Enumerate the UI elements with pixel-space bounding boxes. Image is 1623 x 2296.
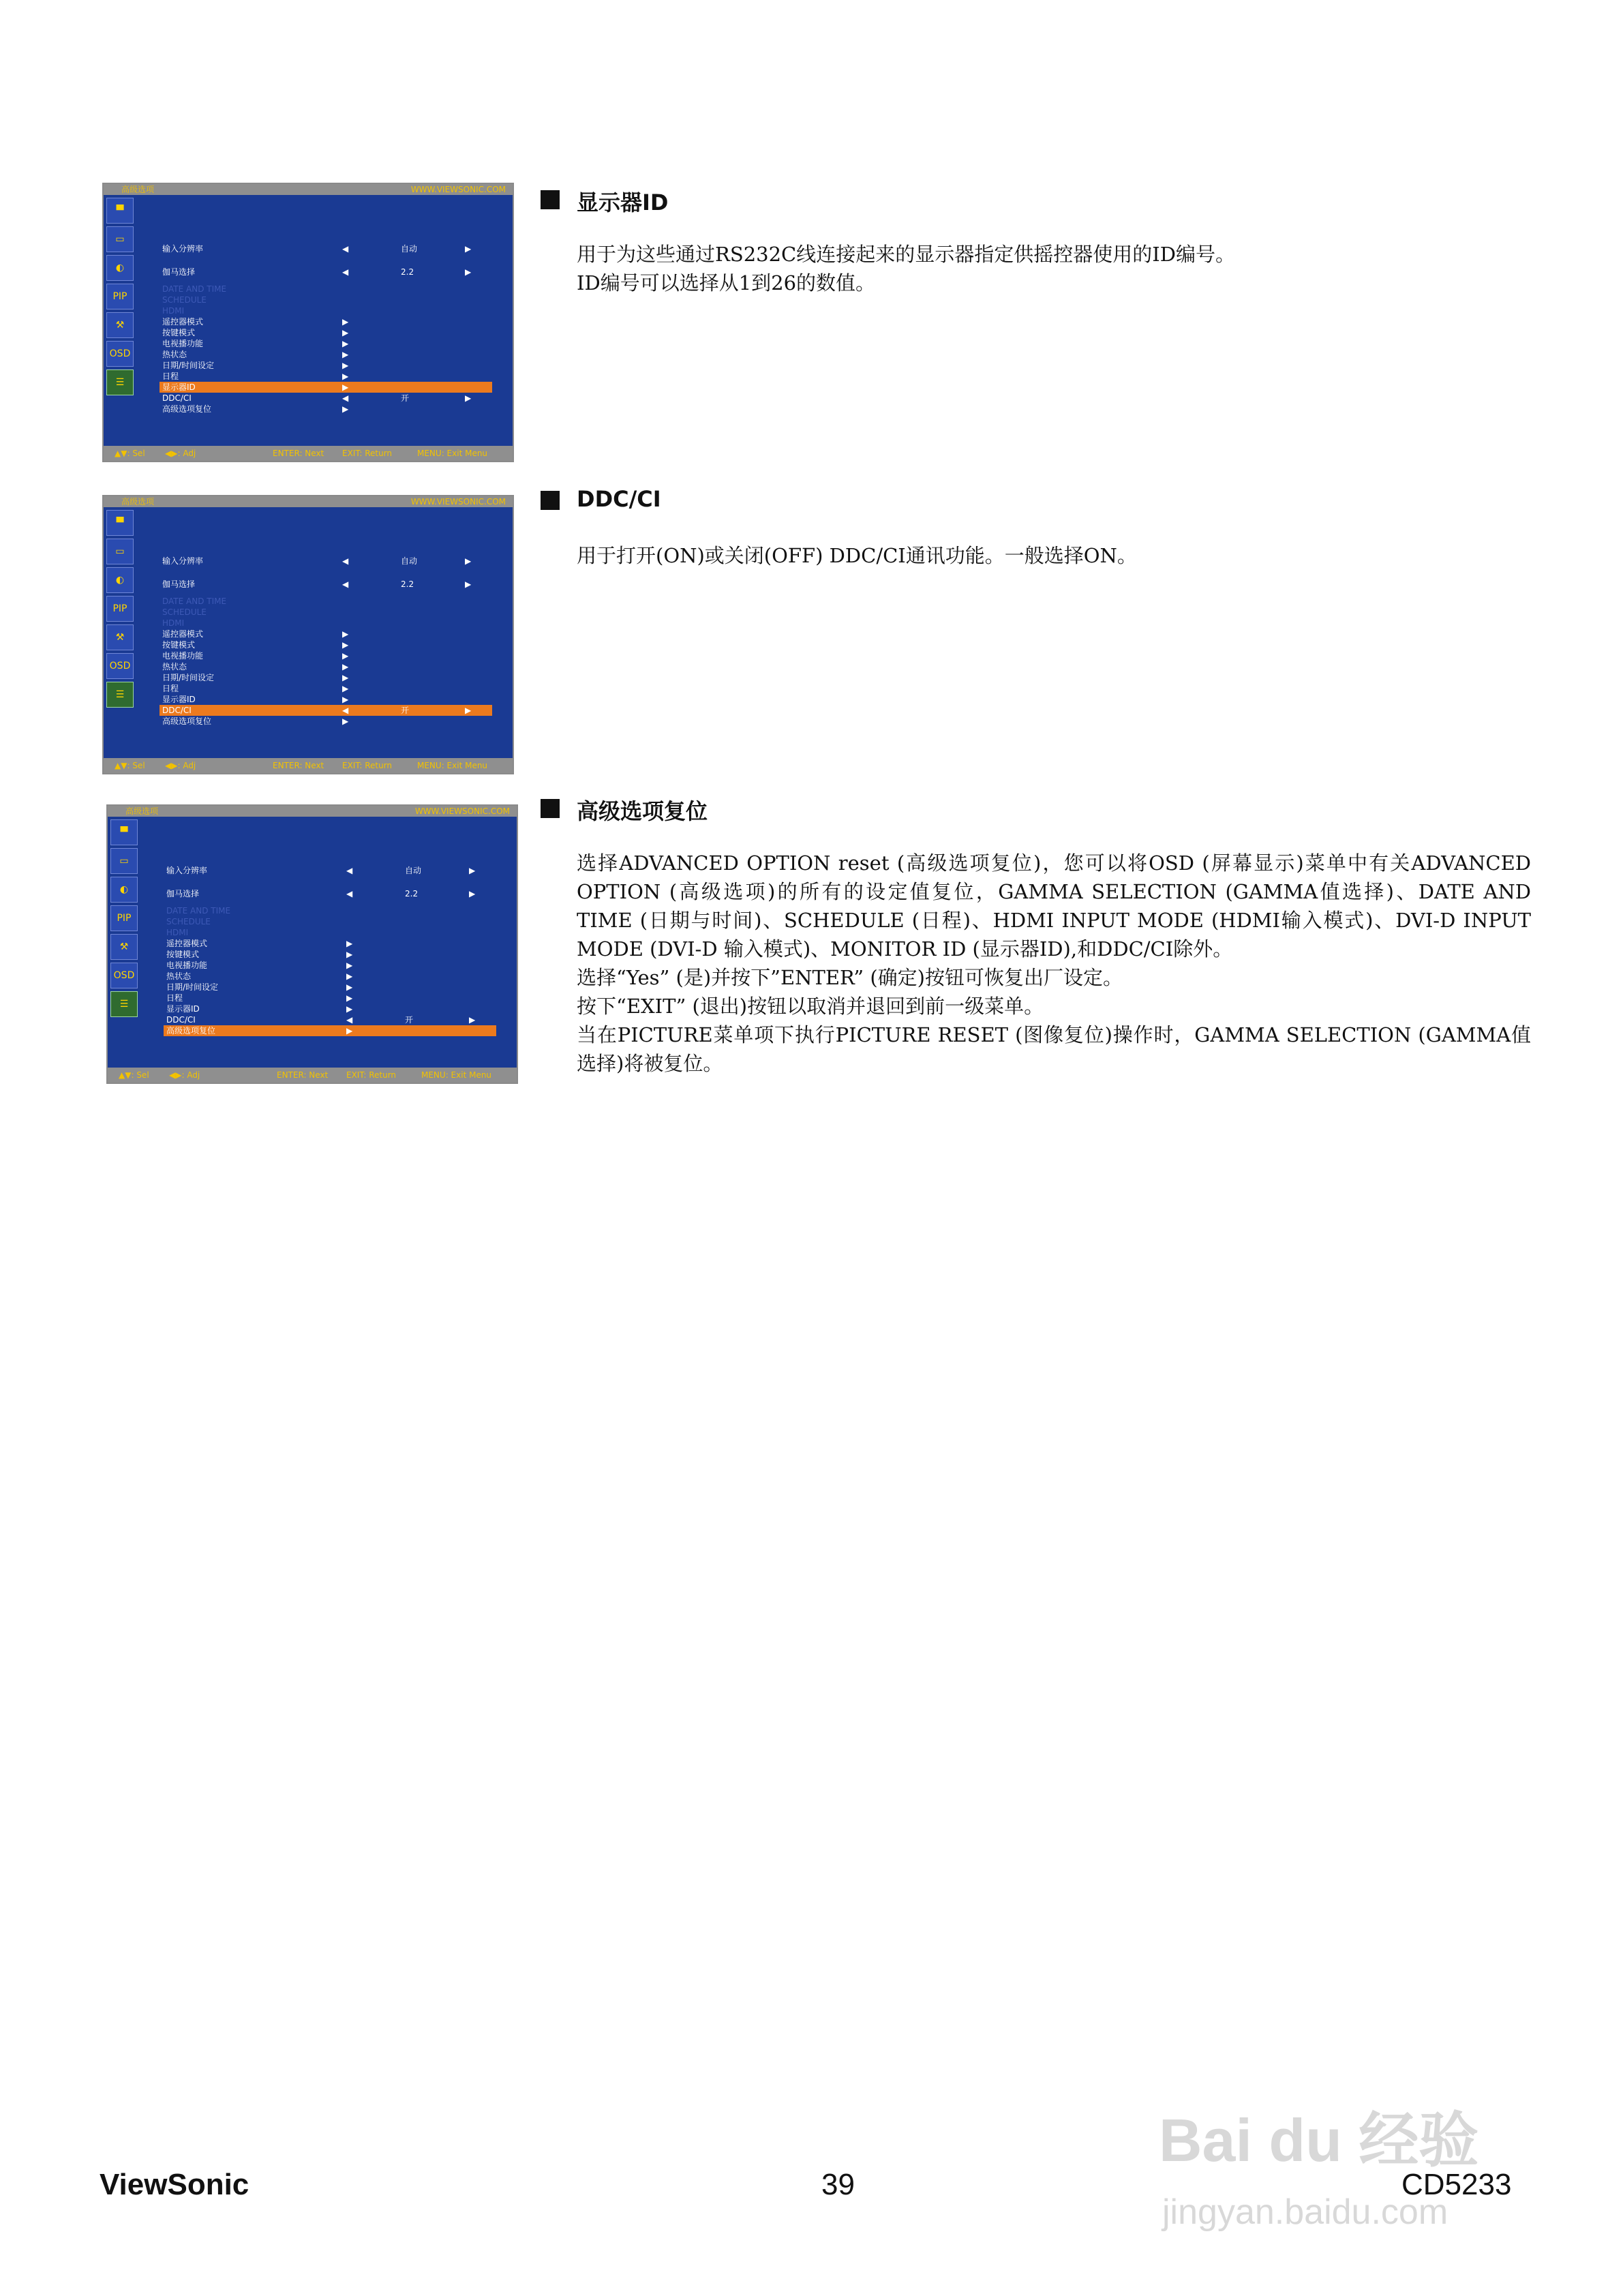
osd-row-label: DDC/CI xyxy=(162,393,192,403)
osd-row-label: 遥控器模式 xyxy=(162,317,204,327)
arrow-right-icon[interactable]: ▶ xyxy=(346,993,353,1003)
osd-sidebar xyxy=(108,817,140,1066)
arrow-right-icon[interactable]: ▶ xyxy=(342,651,349,661)
osd-row-label: 电视播功能 xyxy=(162,339,204,348)
osd-row-label: DATE AND TIME xyxy=(162,596,227,606)
osd-pip-icon[interactable]: PIP xyxy=(106,284,134,309)
section-heading-monitor-id: 显示器ID xyxy=(577,190,669,215)
osd-osd-icon[interactable]: OSD xyxy=(106,653,134,679)
arrow-right-icon[interactable]: ▶ xyxy=(342,640,349,650)
osd-title: 高级选项 xyxy=(125,806,159,816)
osd-menu-row[interactable] xyxy=(160,573,492,596)
paragraph: 用于打开(ON)或关闭(OFF) DDC/CI通讯功能。一般选择ON。 xyxy=(577,544,1137,567)
osd-tuning-icon[interactable]: ◐ xyxy=(110,877,138,903)
osd-title-bar xyxy=(108,806,517,817)
osd-row-value: 2.2 xyxy=(401,579,414,589)
arrow-right-icon[interactable]: ▶ xyxy=(342,350,349,359)
osd-row-label: 热状态 xyxy=(162,662,187,671)
arrow-left-icon[interactable]: ◀ xyxy=(342,556,349,566)
osd-screen-icon[interactable]: ▭ xyxy=(106,539,134,564)
osd-menu-row[interactable] xyxy=(160,360,492,371)
osd-menu-row[interactable] xyxy=(160,284,492,294)
osd-row-value: 自动 xyxy=(405,866,422,875)
osd-menu-row[interactable] xyxy=(160,549,492,573)
osd-hint-next: ENTER: Next xyxy=(273,449,324,458)
osd-menu-row[interactable] xyxy=(160,618,492,629)
paragraph: 用于为这些通过RS232C线连接起来的显示器指定供摇控器使用的ID编号。 xyxy=(577,243,1235,266)
osd-menu-row[interactable] xyxy=(160,338,492,349)
osd-row-label: DATE AND TIME xyxy=(162,284,227,294)
osd-row-label: DATE AND TIME xyxy=(166,906,231,916)
osd-sidebar xyxy=(104,507,136,757)
osd-row-value: 自动 xyxy=(401,244,418,254)
arrow-right-icon[interactable]: ▶ xyxy=(346,950,353,959)
arrow-right-icon[interactable]: ▶ xyxy=(342,716,349,726)
osd-menu-icon[interactable]: ☰ xyxy=(106,369,134,395)
osd-menu-row[interactable] xyxy=(160,316,492,327)
osd-menu-row[interactable] xyxy=(160,716,492,727)
arrow-right-icon[interactable]: ▶ xyxy=(469,866,476,875)
osd-row-label: 显示器ID xyxy=(166,1004,200,1014)
section-heading-advanced-reset: 高级选项复位 xyxy=(577,798,708,824)
osd-screenshot-advanced-reset xyxy=(106,804,518,1084)
osd-menu-icon[interactable]: ☰ xyxy=(110,991,138,1017)
osd-row-label: 日程 xyxy=(162,684,179,693)
osd-row-value: 开 xyxy=(401,706,410,715)
bullet-square xyxy=(541,190,560,209)
osd-hint-adj: ◀▶: Adj xyxy=(165,761,196,770)
arrow-left-icon[interactable]: ◀ xyxy=(346,889,353,898)
osd-pip-icon[interactable]: PIP xyxy=(110,905,138,931)
arrow-right-icon[interactable]: ▶ xyxy=(346,971,353,981)
arrow-right-icon[interactable]: ▶ xyxy=(469,1015,476,1025)
osd-row-label: HDMI xyxy=(166,928,189,937)
osd-row-label: 按键模式 xyxy=(166,950,200,959)
arrow-right-icon[interactable]: ▶ xyxy=(465,706,472,715)
osd-menu-row[interactable] xyxy=(160,629,492,639)
osd-hint-sel: ▲▼: Sel xyxy=(115,761,145,770)
arrow-right-icon[interactable]: ▶ xyxy=(342,404,349,414)
arrow-right-icon[interactable]: ▶ xyxy=(342,339,349,348)
osd-hint-exit: MENU: Exit Menu xyxy=(417,761,488,770)
arrow-left-icon[interactable]: ◀ xyxy=(342,706,349,715)
osd-menu-row[interactable] xyxy=(160,705,492,716)
osd-hint-ret: EXIT: Return xyxy=(342,761,393,770)
arrow-right-icon[interactable]: ▶ xyxy=(342,629,349,639)
osd-tool-icon[interactable]: ⚒ xyxy=(106,312,134,338)
osd-row-label: 日程 xyxy=(166,993,183,1003)
arrow-right-icon[interactable]: ▶ xyxy=(346,939,353,948)
osd-menu-row[interactable] xyxy=(160,349,492,360)
baidu-watermark-logo: Bai du 经验 xyxy=(1159,2106,1479,2174)
osd-tuning-icon[interactable]: ◐ xyxy=(106,567,134,593)
osd-row-label: 输入分辨率 xyxy=(162,244,204,254)
osd-screenshot-ddc-ci xyxy=(102,495,514,774)
osd-row-label: 热状态 xyxy=(162,350,187,359)
footer-page-number: 39 xyxy=(821,2168,855,2201)
arrow-right-icon[interactable]: ▶ xyxy=(346,1026,353,1036)
osd-row-label: 显示器ID xyxy=(162,695,196,704)
arrow-left-icon[interactable]: ◀ xyxy=(346,866,353,875)
footer-model: CD5233 xyxy=(1401,2168,1512,2201)
osd-screen-icon[interactable]: ▭ xyxy=(106,226,134,252)
osd-row-label: 热状态 xyxy=(166,971,192,981)
osd-menu-row[interactable] xyxy=(160,404,492,414)
osd-row-label: 遥控器模式 xyxy=(166,939,208,948)
osd-pip-icon[interactable]: PIP xyxy=(106,596,134,622)
osd-screen-icon[interactable]: ▭ xyxy=(110,848,138,874)
osd-row-label: 伽马选择 xyxy=(162,267,196,277)
section-body-advanced-reset xyxy=(577,849,1531,1078)
osd-row-label: DDC/CI xyxy=(166,1015,196,1025)
paragraph: ID编号可以选择从1到26的数值。 xyxy=(577,271,876,294)
arrow-left-icon[interactable]: ◀ xyxy=(342,393,349,403)
osd-row-value: 自动 xyxy=(401,556,418,566)
osd-row-label: 伽马选择 xyxy=(162,579,196,589)
arrow-right-icon[interactable]: ▶ xyxy=(465,556,472,566)
osd-row-label: DDC/CI xyxy=(162,706,192,715)
osd-tool-icon[interactable]: ⚒ xyxy=(110,934,138,960)
osd-row-label: 高级选项复位 xyxy=(162,716,212,726)
osd-menu-row[interactable] xyxy=(160,639,492,650)
osd-menu-row[interactable] xyxy=(160,661,492,672)
osd-hint-bar xyxy=(108,1068,517,1083)
osd-menu-row[interactable] xyxy=(160,237,492,260)
arrow-right-icon[interactable]: ▶ xyxy=(465,579,472,589)
osd-row-label: 电视播功能 xyxy=(166,961,208,970)
osd-menu-row[interactable] xyxy=(160,294,492,305)
arrow-right-icon[interactable]: ▶ xyxy=(469,889,476,898)
osd-hint-next: ENTER: Next xyxy=(277,1070,329,1080)
osd-color-icon[interactable]: ▀ xyxy=(106,198,134,224)
osd-menu-row[interactable] xyxy=(160,371,492,382)
osd-osd-icon[interactable]: OSD xyxy=(106,341,134,367)
osd-row-value: 2.2 xyxy=(401,267,414,277)
arrow-right-icon[interactable]: ▶ xyxy=(346,982,353,992)
baidu-watermark-url: jingyan.baidu.com xyxy=(1162,2192,1448,2232)
section-body-ddc-ci xyxy=(577,541,1531,570)
osd-menu-row[interactable] xyxy=(164,882,496,905)
osd-osd-icon[interactable]: OSD xyxy=(110,963,138,988)
osd-menu-row[interactable] xyxy=(164,960,496,971)
arrow-right-icon[interactable]: ▶ xyxy=(342,328,349,337)
osd-row-label: 按键模式 xyxy=(162,328,196,337)
osd-row-label: 遥控器模式 xyxy=(162,629,204,639)
paragraph: 选择“Yes” (是)并按下”ENTER” (确定)按钮可恢复出厂设定。 xyxy=(577,966,1123,989)
osd-row-label: 按键模式 xyxy=(162,640,196,650)
osd-row-label: HDMI xyxy=(162,618,185,628)
osd-menu-row[interactable] xyxy=(160,607,492,618)
osd-hint-adj: ◀▶: Adj xyxy=(169,1070,200,1080)
osd-row-label: SCHEDULE xyxy=(162,295,207,305)
osd-menu-row[interactable] xyxy=(160,596,492,607)
osd-url: WWW.VIEWSONIC.COM xyxy=(410,497,506,507)
osd-row-label: SCHEDULE xyxy=(162,607,207,617)
osd-hint-exit: MENU: Exit Menu xyxy=(421,1070,492,1080)
osd-menu-rows xyxy=(160,549,492,727)
osd-row-label: 高级选项复位 xyxy=(162,404,212,414)
osd-menu-row[interactable] xyxy=(164,859,496,882)
osd-title-bar xyxy=(104,184,513,195)
arrow-right-icon[interactable]: ▶ xyxy=(342,372,349,381)
arrow-left-icon[interactable]: ◀ xyxy=(342,267,349,277)
paragraph: 按下“EXIT” (退出)按钮以取消并退回到前一级菜单。 xyxy=(577,995,1044,1018)
paragraph: 选择ADVANCED OPTION reset (高级选项复位)，您可以将OSD (屏幕显示)菜单中有关ADVANCED OPTION (高级选项)的所有的设定值复位，GAMMA SELECTION (GAMMA值选择)、DATE AND TIME (日期与时间)、SCHEDULE (日程)、HDMI INPUT MODE (HDMI输入模式)、DVI-D INPUT MODE (DVI-D 输入模式)、MONITOR ID (显示器ID),和DDC/CI除外。 xyxy=(577,851,1531,961)
arrow-right-icon[interactable]: ▶ xyxy=(465,393,472,403)
osd-title: 高级选项 xyxy=(121,185,155,194)
osd-menu-row[interactable] xyxy=(164,916,496,927)
osd-hint-ret: EXIT: Return xyxy=(346,1070,397,1080)
osd-menu-row[interactable] xyxy=(164,1025,496,1036)
arrow-right-icon[interactable]: ▶ xyxy=(342,317,349,327)
osd-menu-row[interactable] xyxy=(164,1014,496,1025)
osd-menu-row[interactable] xyxy=(164,993,496,1003)
osd-menu-row[interactable] xyxy=(160,260,492,284)
osd-menu-row[interactable] xyxy=(160,305,492,316)
paragraph: 当在PICTURE菜单项下执行PICTURE RESET (图像复位)操作时，GAMMA SELECTION (GAMMA值选择)将被复位。 xyxy=(577,1023,1531,1075)
osd-row-label: 高级选项复位 xyxy=(166,1026,216,1036)
osd-row-label: 日期/时间设定 xyxy=(162,361,215,370)
section-heading-ddc-ci: DDC/CI xyxy=(577,486,661,512)
osd-hint-exit: MENU: Exit Menu xyxy=(417,449,488,458)
osd-row-label: 显示器ID xyxy=(162,382,196,392)
footer-brand: ViewSonic xyxy=(100,2168,249,2201)
osd-row-label: 输入分辨率 xyxy=(166,866,208,875)
osd-menu-row[interactable] xyxy=(164,1003,496,1014)
osd-menu-row[interactable] xyxy=(160,650,492,661)
osd-menu-row[interactable] xyxy=(160,393,492,404)
section-body-monitor-id xyxy=(577,240,1531,297)
bullet-square xyxy=(541,491,560,510)
osd-menu-row[interactable] xyxy=(160,672,492,683)
arrow-left-icon[interactable]: ◀ xyxy=(342,244,349,254)
osd-row-value: 开 xyxy=(401,393,410,403)
arrow-right-icon[interactable]: ▶ xyxy=(465,244,472,254)
arrow-right-icon[interactable]: ▶ xyxy=(342,695,349,704)
osd-row-label: 电视播功能 xyxy=(162,651,204,661)
osd-hint-sel: ▲▼: Sel xyxy=(115,449,145,458)
osd-hint-bar xyxy=(104,758,513,773)
osd-menu-row[interactable] xyxy=(160,382,492,393)
osd-url: WWW.VIEWSONIC.COM xyxy=(414,806,510,816)
arrow-right-icon[interactable]: ▶ xyxy=(342,684,349,693)
osd-menu-row[interactable] xyxy=(160,694,492,705)
osd-color-icon[interactable]: ▀ xyxy=(110,819,138,845)
osd-menu-row[interactable] xyxy=(160,683,492,694)
osd-row-label: 伽马选择 xyxy=(166,889,200,898)
osd-menu-row[interactable] xyxy=(160,327,492,338)
arrow-left-icon[interactable]: ◀ xyxy=(346,1015,353,1025)
osd-hint-bar xyxy=(104,446,513,461)
osd-menu-icon[interactable]: ☰ xyxy=(106,682,134,708)
arrow-right-icon[interactable]: ▶ xyxy=(346,1004,353,1014)
osd-menu-row[interactable] xyxy=(164,938,496,949)
osd-row-label: 日期/时间设定 xyxy=(162,673,215,682)
osd-menu-row[interactable] xyxy=(164,949,496,960)
osd-screenshot-monitor-id xyxy=(102,183,514,462)
osd-tool-icon[interactable]: ⚒ xyxy=(106,624,134,650)
osd-title: 高级选项 xyxy=(121,497,155,507)
osd-row-label: 日程 xyxy=(162,372,179,381)
osd-title-bar xyxy=(104,496,513,507)
osd-menu-rows xyxy=(164,859,496,1036)
osd-url: WWW.VIEWSONIC.COM xyxy=(410,185,506,194)
arrow-right-icon[interactable]: ▶ xyxy=(346,961,353,970)
bullet-square xyxy=(541,799,560,818)
osd-row-value: 2.2 xyxy=(405,889,419,898)
osd-menu-row[interactable] xyxy=(164,971,496,982)
osd-row-label: SCHEDULE xyxy=(166,917,211,926)
osd-row-label: 日期/时间设定 xyxy=(166,982,219,992)
osd-row-value: 开 xyxy=(405,1015,414,1025)
arrow-right-icon[interactable]: ▶ xyxy=(342,662,349,671)
osd-menu-row[interactable] xyxy=(164,905,496,916)
arrow-right-icon[interactable]: ▶ xyxy=(465,267,472,277)
osd-hint-sel: ▲▼: Sel xyxy=(119,1070,149,1080)
osd-menu-rows xyxy=(160,237,492,414)
arrow-left-icon[interactable]: ◀ xyxy=(342,579,349,589)
osd-hint-adj: ◀▶: Adj xyxy=(165,449,196,458)
osd-row-label: HDMI xyxy=(162,306,185,316)
osd-menu-row[interactable] xyxy=(164,927,496,938)
osd-hint-next: ENTER: Next xyxy=(273,761,324,770)
arrow-right-icon[interactable]: ▶ xyxy=(342,361,349,370)
arrow-right-icon[interactable]: ▶ xyxy=(342,382,349,392)
osd-row-label: 输入分辨率 xyxy=(162,556,204,566)
osd-hint-ret: EXIT: Return xyxy=(342,449,393,458)
arrow-right-icon[interactable]: ▶ xyxy=(342,673,349,682)
osd-tuning-icon[interactable]: ◐ xyxy=(106,255,134,281)
osd-sidebar xyxy=(104,195,136,444)
osd-color-icon[interactable]: ▀ xyxy=(106,510,134,536)
osd-menu-row[interactable] xyxy=(164,982,496,993)
